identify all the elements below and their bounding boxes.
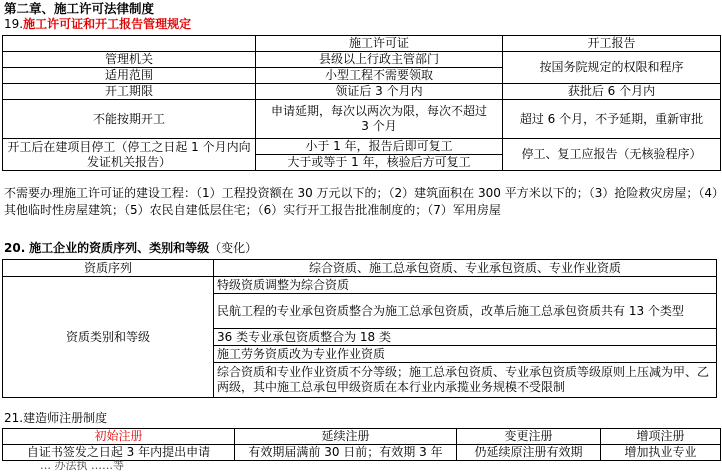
table-cell: 民航工程的专业承包资质整合为施工总承包资质，改革后施工总承包资质共有 13 个类型 [214, 294, 717, 329]
permit-report-table [2, 35, 721, 171]
qualification-table [2, 259, 717, 398]
table-cell: 综合资质和专业作业资质不分等级；施工总承包资质、专业承包资质等级原则上压减为甲、乙两级，其中施工总承包甲级资质在本行业内承揽业务规模不受限制 [214, 363, 717, 398]
table-cell: 获批后 6 个月内 [503, 84, 721, 100]
table-cell: 特级资质调整为综合资质 [214, 277, 717, 294]
exemption-note: 不需要办理施工许可证的建设工程：（1）工程投资额在 30 万元以下的；（2）建筑面积在 300 平方米以下的；（3）抢险救灾房屋；（4）其他临时性房屋建筑；（5）农民自建低层住宅；（6）实行开工报告批准制度的；（7）军用房屋 [4, 186, 718, 217]
table-row [3, 84, 721, 100]
section-20-title: 施工企业的资质序列、类别和等级 [29, 241, 210, 255]
table-cell: 小于 1 年，报告后即可复工 [256, 139, 503, 155]
table-cell: 超过 6 个月，不予延期，重新审批 [503, 100, 721, 139]
row-label: 不能按期开工 [3, 100, 256, 139]
table-cell: 领证后 3 个月内 [256, 84, 503, 100]
row-label: 适用范围 [3, 68, 256, 84]
table-cell: 综合资质、施工总承包资质、专业承包资质、专业作业资质 [214, 260, 717, 277]
row-label: 开工后在建项目停工（停工之日起 1 个月内向发证机关报告） [3, 139, 256, 171]
column-header-report: 开工报告 [503, 36, 721, 52]
table-row [3, 260, 717, 277]
column-header-change: 变更注册 [457, 429, 601, 445]
column-header-addition: 增项注册 [601, 429, 721, 445]
table-cell: 36 类专业承包资质整合为 18 类 [214, 329, 717, 346]
row-label: 管理机关 [3, 52, 256, 68]
table-cell: 仍延续原注册有效期 [457, 445, 601, 461]
section-19-title: 施工许可证和开工报告管理规定 [23, 17, 192, 31]
table-cell: 县级以上行政主管部门 [256, 52, 503, 68]
row-label: 资质序列 [3, 260, 214, 277]
section-19-number: 19. [4, 17, 24, 31]
table-row [3, 100, 721, 139]
row-label: 资质类别和等级 [3, 277, 214, 398]
table-cell: 施工劳务资质改为专业作业资质 [214, 346, 717, 363]
table-row [3, 429, 721, 445]
section-19-heading [4, 17, 191, 32]
table-cell: 有效期届满前 30 日前；有效期 3 年 [235, 445, 457, 461]
table-row [3, 52, 721, 68]
column-header-initial: 初始注册 [3, 429, 235, 445]
table-cell: 按国务院规定的权限和程序 [503, 52, 721, 84]
table-cell: 小型工程不需要领取 [256, 68, 503, 84]
registration-table [2, 428, 721, 461]
section-20-number: 20. [4, 241, 26, 255]
table-cell: 增加执业专业 [601, 445, 721, 461]
table-cell: 自证书签发之日起 3 年内提出申请 [3, 445, 235, 461]
table-row [3, 139, 721, 155]
table-row [3, 36, 721, 52]
table-row [3, 277, 717, 294]
column-header-permit: 施工许可证 [256, 36, 503, 52]
row-label: 开工期限 [3, 84, 256, 100]
section-20-suffix: （变化） [209, 241, 258, 255]
chapter-title: 第二章、施工许可法律制度 [4, 1, 155, 16]
cut-off-text: … 办法执 ……等 [40, 459, 124, 472]
section-21-heading: 21.建造师注册制度 [4, 411, 108, 425]
table-cell: 大于或等于 1 年，核验后方可复工 [256, 155, 503, 171]
table-corner [3, 36, 256, 52]
column-header-renewal: 延续注册 [235, 429, 457, 445]
section-20-heading [4, 241, 257, 256]
table-cell: 停工、复工应报告（无核验程序） [503, 139, 721, 171]
table-cell: 申请延期，每次以两次为限，每次不超过 3 个月 [256, 100, 503, 139]
